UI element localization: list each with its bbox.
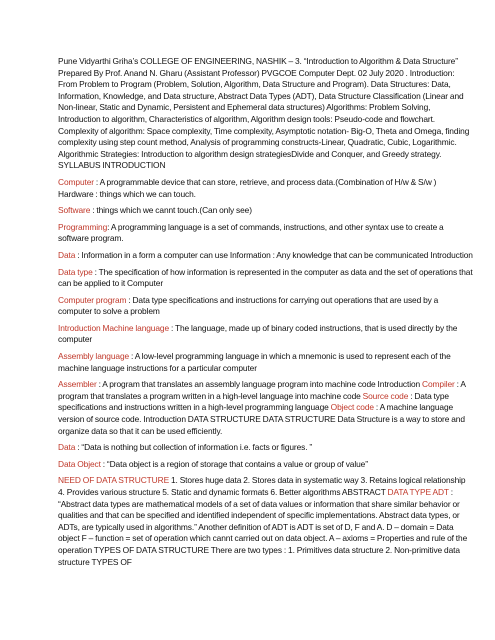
term-label: Data Object: [58, 458, 101, 469]
definition-text: : “Data is nothing but collection of information i.e. facts or figures. ”: [75, 442, 313, 453]
definition-computer: [58, 177, 473, 200]
definition-text: : “Data object is a region of storage that contains a value or group of value”: [100, 458, 368, 469]
term-label: Programming: [58, 221, 108, 232]
definition-text: : A low-level programming language in which a mnemonic is used to represent each of the machine language instructions for a particular computer: [58, 351, 451, 373]
definition-need-and-adt: [58, 475, 473, 568]
definition-text: 1. Stores huge data 2. Stores data in systematic way 3. Retains logical relationship 4. Provides various structure 5. Static and dynamic formats 6. Better algorithms ABSTRACT: [58, 475, 466, 497]
definition-machine-language: [58, 323, 473, 346]
term-label: NEED OF DATA STRUCTURE: [58, 475, 170, 486]
definition-text: : Information in a form a computer can use Information : Any knowledge that can be communicated Introduction: [75, 249, 473, 260]
term-label: Data type: [58, 266, 93, 277]
definition-assembler-group: [58, 379, 473, 437]
definition-text: : A machine language version of source code. Introduction DATA STRUCTURE DATA STRUCTURE Data Structure is a way to store and organize data so that it can be used efficiently.: [58, 402, 465, 436]
definition-text: : The specification of how information is represented in the computer as data and the set of operations that can be applied to it Computer: [58, 266, 473, 289]
definition-data-quote: [58, 442, 473, 454]
term-label: Data: [58, 442, 76, 453]
term-label: Assembly language: [58, 351, 130, 362]
definition-text: : A program that translates an assembly language program into machine code Introduction: [96, 379, 423, 390]
definition-text: : A programmable device that can store, retrieve, and process data.(Combination of H/w & S/w ) Hardware : things which we can touch.: [58, 176, 437, 199]
definition-assembly-language: [58, 351, 473, 374]
definition-data-object: [58, 459, 473, 471]
term-label: Source code: [362, 390, 409, 401]
definition-software: [58, 205, 473, 217]
definition-text: : The language, made up of binary coded instructions, that is used directly by the computer: [58, 322, 458, 345]
definition-text: : A program that translates a program written in a high-level language into machine code: [58, 379, 466, 401]
definition-text: : things which we cannt touch.(Can only see): [90, 205, 252, 216]
definition-computer-program: [58, 295, 473, 318]
term-label: Compiler: [422, 379, 455, 390]
definition-data-type: [58, 267, 473, 290]
term-label: Assembler: [58, 379, 97, 390]
term-label: Computer: [58, 176, 94, 187]
definition-text: : A programming language is a set of commands, instructions, and other syntax use to create a software program.: [58, 221, 444, 244]
definition-text: : Data type specifications and instructions for carrying out operations that are used by a computer to solve a problem: [58, 294, 439, 317]
definition-data: [58, 250, 473, 262]
definition-text: : Data type specifications and instructions written in a high-level programming language: [58, 390, 449, 413]
definition-programming: [58, 222, 473, 245]
term-label: DATA TYPE ADT: [387, 487, 449, 497]
term-label: Software: [58, 205, 91, 216]
term-label: Computer program: [58, 294, 127, 305]
intro-paragraph: Pune Vidyarthi Griha’s COLLEGE OF ENGINEERING, NASHIK – 3. “Introduction to Algorithm & Data Structure” Prepared By Prof. Anand N. Gharu (Assistant Professor) PVGCOE Computer Dept. 02 July 2020 . Introduction: From Problem to Program (Problem, Solution, Algorithm, Data Structure and Program). Data Structures: Data, Information, Knowledge, and Data structure, Abstract Data Types (ADT), Data Structure Classification (Linear and Non-linear, Static and Dynamic, Persistent and Ephemeral data structures) Algorithms: Problem Solving, Introduction to algorithm, Characteristics of algorithm, Algorithm design tools: Pseudo-code and flowchart. Complexity of algorithm: Space complexity, Time complexity, Asymptotic notation- Big-O, Theta and Omega, finding complexity using step count method, Analysis of programming constructs-Linear, Quadratic, Cubic, Logarithmic. Algorithmic Strategies: Introduction to algorithm design strategiesDivide and Conquer, and Greedy strategy. SYLLABUS INTRODUCTION: [58, 56, 470, 171]
definition-text: : “Abstract data types are mathematical models of a set of data values or information that share similar behavior or qualities and that can be specified and identified independent of specific implementations. Abstract data types, or ADTs, are typically used in algorithms.” Another definition of ADT is ADT is set of D, F and A. D – domain = Data object F – function = set of operation which cannt carried out on data object. A – axioms = Properties and rule of the operation TYPES OF DATA STRUCTURE There are two types : 1. Primitives data structure 2. Non-primitive data structure TYPES OF: [58, 487, 468, 567]
term-label: Object code: [330, 402, 374, 413]
term-label: Data: [58, 249, 76, 260]
term-label: Introduction Machine language: [58, 322, 170, 333]
